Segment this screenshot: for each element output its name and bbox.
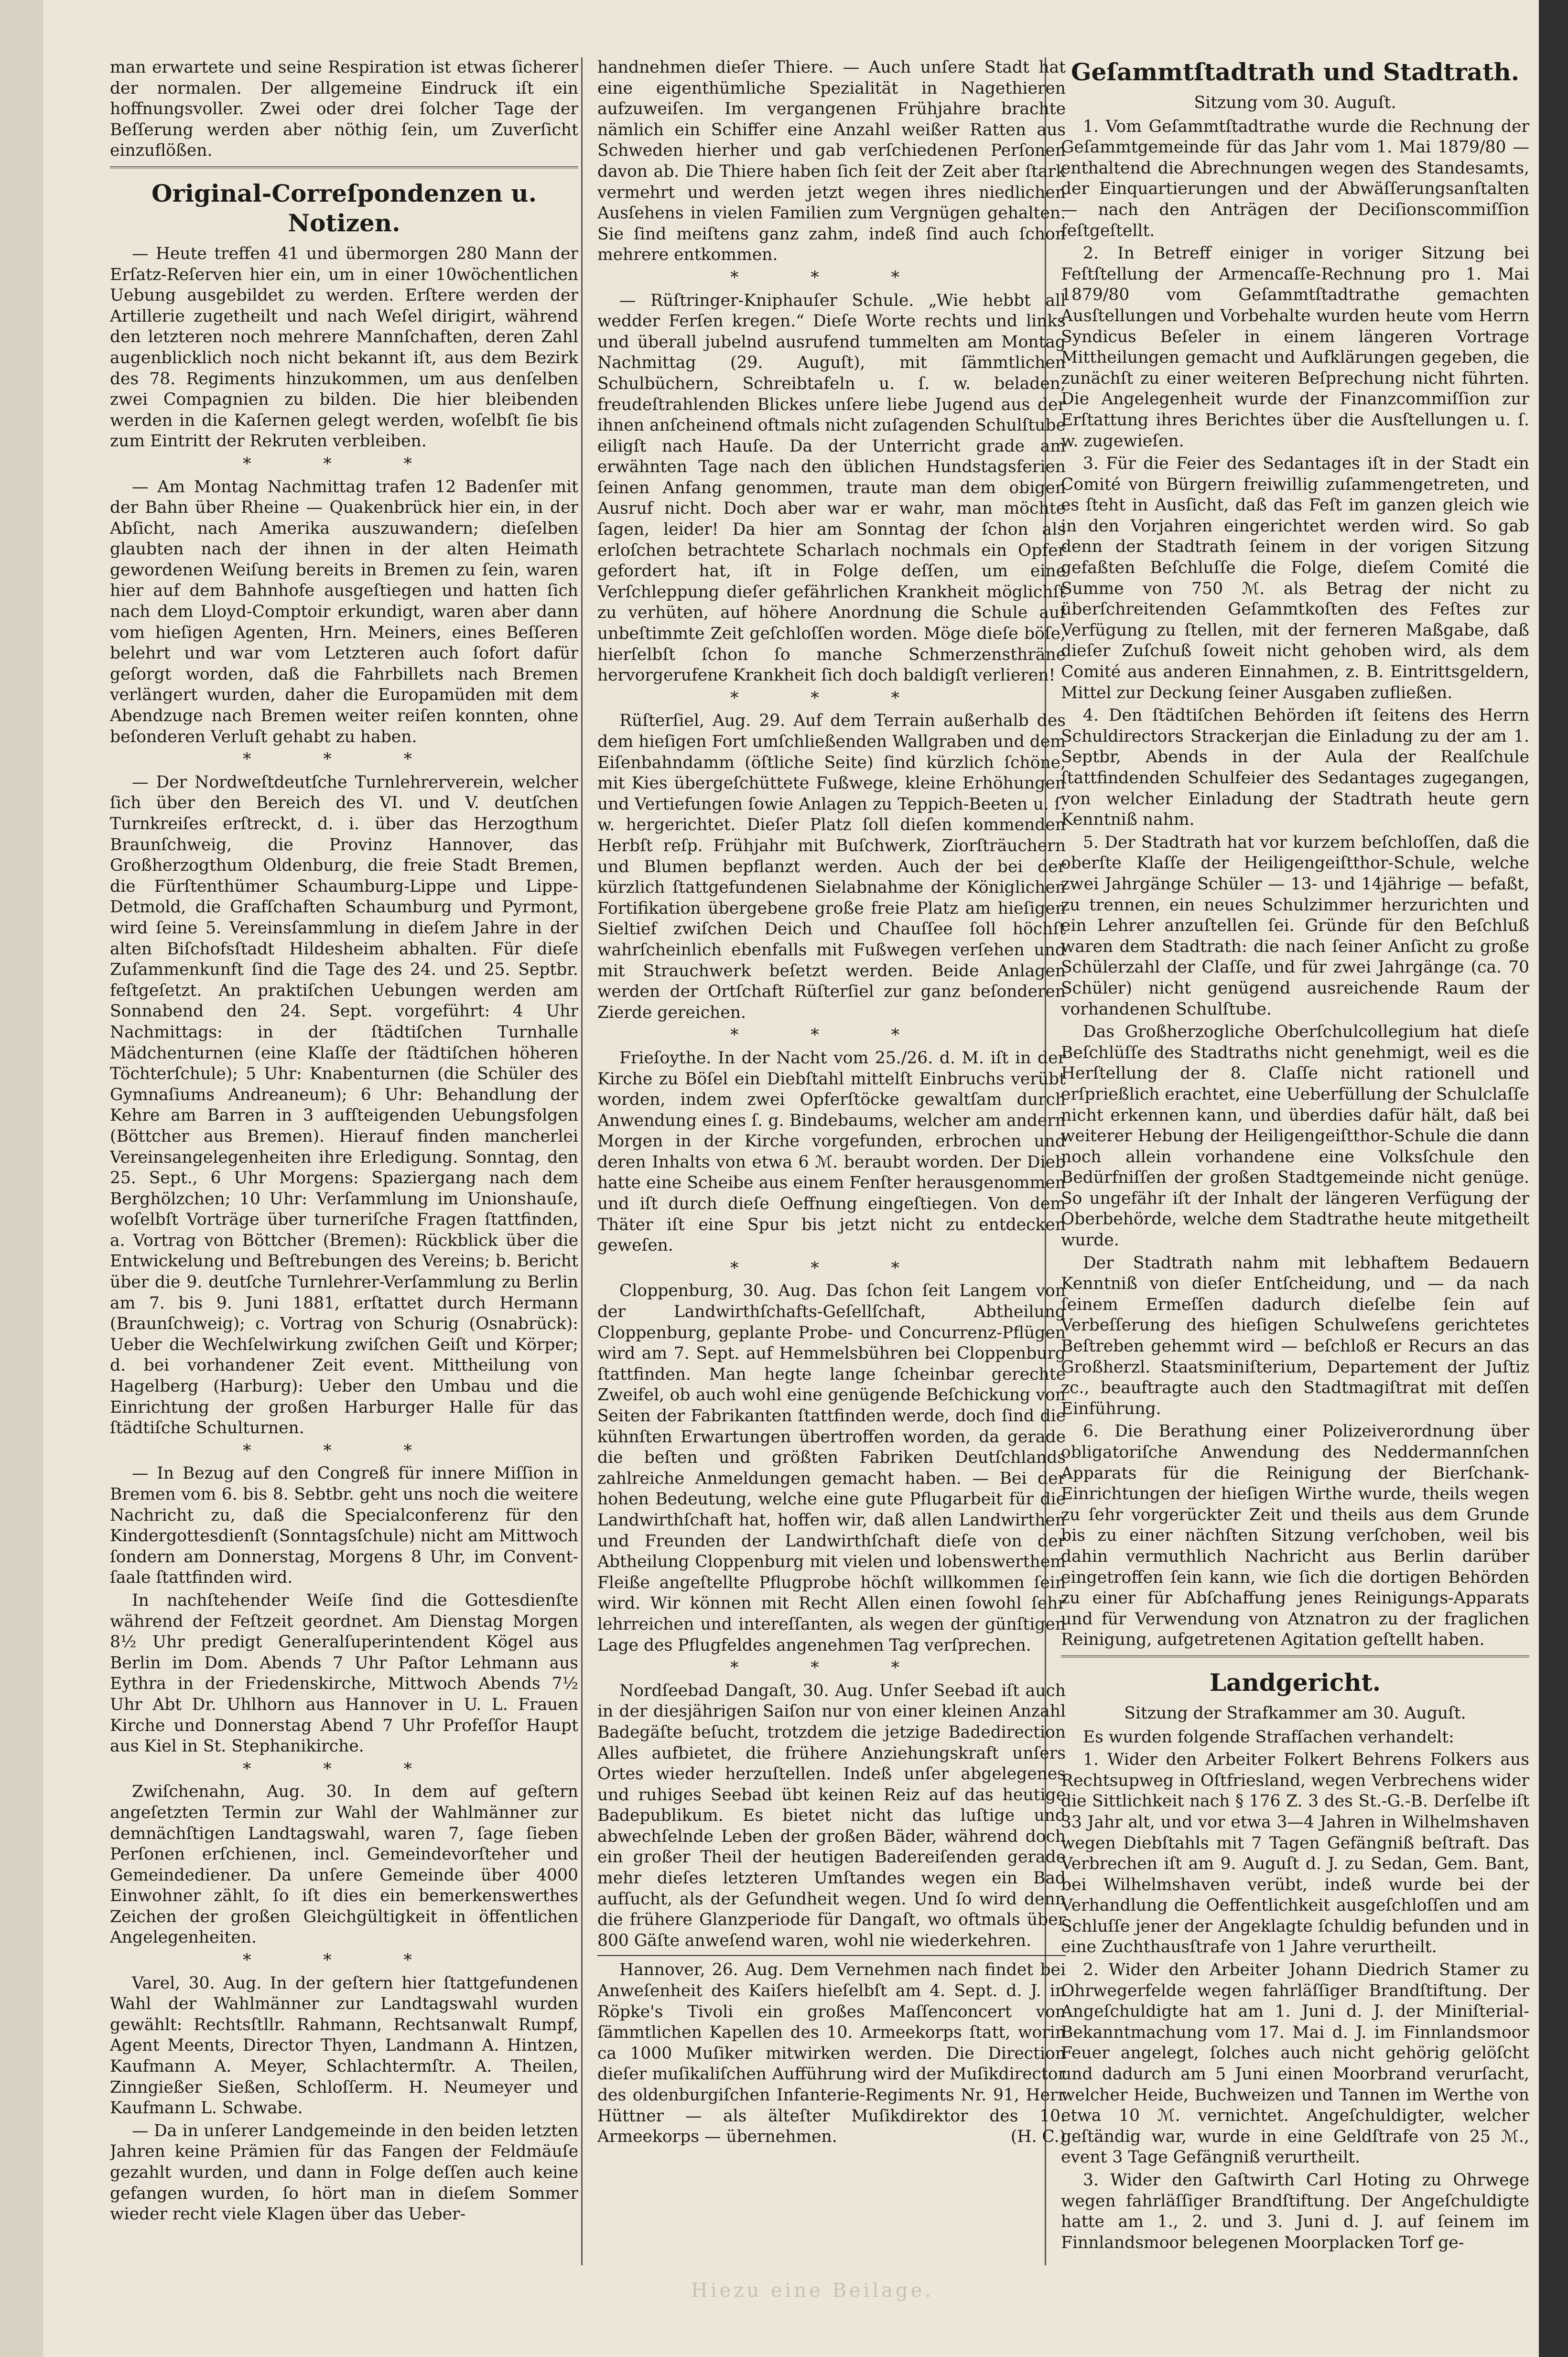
news-item: Frieſoythe. In der Nacht vom 25./26. d. M. iſt in der Kirche zu Böſel ein Diebſtahl mittelſt Einbruchs verübt worden, indem zwei Opferſtöcke gewaltſam durch Anwendung eines ſ. g. Bindebaums, welcher am andern Morgen in der Kirche vorgefunden, erbrochen und deren Inhalts von etwa 6 ℳ. beraubt worden. Der Dieb hatte eine Scheibe aus einem Fenſter herausgenommen und iſt durch dieſe Oeffnung eingeſtiegen. Von dem Thäter iſt eine Spur bis jetzt nicht zu entdecken geweſen. (597, 1048, 1066, 1255)
news-item: Rüſterſiel, Aug. 29. Auf dem Terrain außerhalb des dem hieſigen Fort umſchließenden Wallgraben und dem Eiſenbahndamm (öſtliche Seite) ſind kürzlich ſchöne, mit Kies übergeſchüttete Fußwege, kleine Erhöhungen und Vertiefungen ſowie Anlagen zu Teppich-Beeten u. ſ. w. hergerichtet. Dieſer Platz ſoll dieſen kommenden Herbſt reſp. Frühjahr mit Buſchwerk, Ziorſträuchern und Blumen bepflanzt werden. Auch der bei der kürzlich ſtattgefundenen Sielabnahme der Königlichen Fortifikation übergebene große freie Platz am hieſigen Sieltief zwiſchen Deich und Chauſſee ſoll höchſt wahrſcheinlich ebenfalls mit Fußwegen verſehen und mit Strauchwerk beſetzt werden. Beide Anlagen werden der Ortſchaft Rüſterſiel zur ganz beſonderen Zierde gereichen. (597, 711, 1066, 1022)
court-item: Es wurden folgende Strafſachen verhandelt: (1083, 1727, 1454, 1747)
separator-stars: * * * (243, 1441, 445, 1460)
news-item: — Der Nordweſtdeutſche Turnlehrerverein, welcher ſich über den Bereich des VI. und V. deutſchen Turnkreiſes erſtreckt, d. i. über das Herzogthum Braunſchweig, die Provinz Hannover, das Großherzogthum Oldenburg, die freie Stadt Bremen, die Fürſtenthümer Schaumburg-Lippe und Lippe-Detmold, die Grafſchaften Schaumburg und Pyrmont, wird ſeine 5. Vereinsſammlung in dieſem Jahre in der alten Biſchofsſtadt Hildesheim abhalten. Für dieſe Zuſammenkunft ſind die Tage des 24. und 25. Septbr. feſtgeſetzt. An praktiſchen Uebungen werden am Sonnabend den 24. Sept. vorgeführt: 4 Uhr Nachmittags: in der ſtädtiſchen Turnhalle Mädchenturnen (eine Klaſſe der ſtädtiſchen höheren Töchterſchule); 5 Uhr: Knabenturnen (die Schüler des Gymnaſiums Andreaneum); 6 Uhr: Behandlung der Kehre am Barren in 3 aufſteigenden Uebungsfolgen (Böttcher aus Bremen). Hierauf finden mancherlei Vereinsangelegenheiten ihre Erledigung. Sonntag, den 25. Sept., 6 Uhr Morgens: Spaziergang nach dem Berghölzchen; 10 Uhr: Verſammlung im Unionshauſe, woſelbſt Vorträge über turneriſche Fragen ſtattfinden, a. Vortrag von Böttcher (Bremen): Rückblick über die Entwickelung und Beſtrebungen des Vereins; b. Bericht über die 9. deutſche Turnlehrer-Verſammlung zu Berlin am 7. bis 9. Juni 1881, erſtattet durch Hermann (Braunſchweig); c. Vortrag von Schurig (Osnabrück): Ueber die Wechſelwirkung zwiſchen Geiſt und Körper; d. bei vorhandener Zeit event. Mittheilung von Hagelberg (Harburg): Ueber den Umbau und die Einrichtung der großen Harburger Halle für das ſtädtiſche Schulturnen. (110, 772, 578, 1438)
council-item: 5. Der Stadtrath hat vor kurzem beſchloſſen, daß die oberſte Klaſſe der Heiligengeiſtthor-Schule, welche zwei Jahrgänge Schüler — 13- und 14jährige — befaßt, zu trennen, ein neues Schulzimmer herzurichten und ein Lehrer anzuſtellen ſei. Gründe für den Beſchluß waren dem Stadtrath: die nach ſeiner Anſicht zu große Schülerzahl der Claſſe, und für zwei Jahrgänge (ca. 70 Schüler) nicht genügend ausreichende Raum der vorhandenen Schulſtube. (1061, 833, 1529, 1019)
separator-stars: * * * (243, 750, 445, 769)
separator-stars: * * * (243, 454, 445, 474)
news-item: — Am Montag Nachmittag trafen 12 Badenſer mit der Bahn über Rheine — Quakenbrück hier ein, in der Abſicht, nach Amerika auszuwandern; dieſelben glaubten nach der ihnen in der alten Heimath gewordenen Weiſung bereits in Bremen zu ſein, waren hier auf dem Bahnhofe ausgeſtiegen und hatten ſich nach dem Lloyd-Comptoir erkundigt, waren aber dann vom hieſigen Agenten, Hrn. Meiners, eines Beſſeren belehrt und war vom Letzteren auch ſofort dafür geſorgt worden, daß die Fahrbillets nach Bremen verlängert wurden, daher die Europamüden mit dem Abendzuge nach Bremen weiter reiſen konnten, ohne beſonderen Verluſt gehabt zu haben. (110, 477, 578, 746)
section-heading: Landgericht. (1209, 1668, 1381, 1697)
separator-stars: * * * (730, 1658, 933, 1678)
council-item: 4. Den ſtädtiſchen Behörden iſt ſeitens des Herrn Schuldirectors Strackerjan die Einladung zu der am 1. Septbr, Abends in der Aula der Realſchule ſtattfindenden Schulfeier des Sedantages zugegangen, von welcher Einladung der Stadtrath heute gern Kenntniß nahm. (1061, 706, 1529, 830)
section-heading: Geſammtſtadtrath und Stadtrath. (1071, 58, 1520, 86)
council-item: 2. In Betreff einiger in voriger Sitzung bei Feſtſtellung der Armencaſſe-Rechnung pro 1. Mai 1879/80 vom Geſammtſtadtrathe gemachten Ausſtellungen und Vorbehalte wurden heute vom Herrn Syndicus Beſeler in einem längeren Vortrage Mittheilungen gemacht und Aufklärungen gegeben, die zunächſt zu einer weiteren Beſprechung nicht führten. Die Angelegenheit wurde der Finanzcommiſſion zur Erſtattung ihres Berichtes über die Ausſtellungen u. ſ. w. zugewieſen. (1061, 244, 1529, 451)
news-item: Zwiſchenahn, Aug. 30. In dem auf geſtern angeſetzten Termin zur Wahl der Wahlmänner zur demnächſtigen Landtagswahl, waren 7, ſage ſieben Perſonen erſchienen, incl. Gemeindevorſteher und Gemeindediener. Da unſere Gemeinde über 4000 Einwohner zählt, ſo iſt dies ein bemerkenswerthes Zeichen der großen Gleichgültigkeit in öffentlichen Angelegenheiten. (110, 1782, 578, 1947)
council-item: 6. Die Berathung einer Polizeiverordnung über obligatoriſche Anwendung des Neddermannſchen Apparats für die Reinigung der Bierſchank-Einrichtungen der hieſigen Wirthe wurde, theils wegen zu ſehr vorgerückter Zeit und theils aus dem Grunde bis zu einer nächſten Sitzung verſchoben, weil bis dahin vermuthlich Nachricht aus Berlin darüber eingetroffen ſein kann, wie ſich die dortigen Behörden zu einer für Abſchaffung jenes Reinigungs-Apparats und für Verwendung von Atznatron zu der fraglichen Reinigung, aufgetretenen Agitation geſtellt haben. (1061, 1422, 1529, 1650)
separator-stars: * * * (730, 688, 933, 708)
court-item: 3. Wider den Gaſtwirth Carl Hoting zu Ohrwege wegen fahrläſſiger Brandſtiftung. Der Angeſchuldigte hatte am 1., 2. und 3. Juni d. J. auf ſeinem im Finnlandsmoor belegenen Moorplacken Torf ge- (1061, 2171, 1529, 2252)
section-rule (110, 166, 578, 168)
section-rule (1061, 1655, 1529, 1657)
separator-stars: * * * (243, 1759, 445, 1779)
scan-margin-right (1539, 0, 1568, 2357)
newspaper-page (43, 0, 1539, 2357)
section-heading: Original-Correſpondenzen u. Notizen. (151, 179, 537, 237)
scan-margin-left (0, 0, 43, 2357)
news-item: handnehmen dieſer Thiere. — Auch unſere Stadt hat eine eigenthümliche Spezialität in Nagethieren aufzuweiſen. Im vergangenen Frühjahre brachte nämlich ein Schiffer eine Anzahl weißer Ratten aus Schweden hierher und gab verſchiedenen Perſonen davon ab. Die Thiere haben ſich ſeit der Zeit aber ſtark vermehrt und werden jetzt wegen ihres niedlichen Ausſehens in vielen Familien zum Vergnügen gehalten. Sie ſind meiſtens ganz zahm, indeß ſind auch ſchon mehrere entkommen. (597, 58, 1066, 265)
separator-stars: * * * (243, 1951, 445, 1970)
bleed-through-text: Hiezu eine Beilage. (691, 2280, 934, 2302)
news-item (597, 1960, 1066, 2147)
news-item: In nachſtehender Weiſe ſind die Gottesdienſte während der Feſtzeit geordnet. Am Dienstag Morgen 8½ Uhr predigt Generalſuperintendent Kögel aus Berlin im Dom. Abends 7 Uhr Paſtor Lehmann aus Eythra in der Friedenskirche, Mittwoch Abends 7½ Uhr Abt Dr. Uhlhorn aus Hannover in U. L. Frauen Kirche und Donnerstag Abend 7 Uhr Profeſſor Haupt aus Kiel in St. Stephanikirche. (110, 1590, 578, 1756)
item-rule (597, 1955, 1066, 1956)
council-item: 1. Vom Geſammtſtadtrathe wurde die Rechnung der Geſammtgemeinde für das Jahr vom 1. Mai 1879/80 — enthaltend die Abrechnungen wegen des Standesamts, der Einquartierungen und der Abwäſſerungsanſtalten — nach den Anträgen der Deciſionscommiſſion feſtgeſtellt. (1061, 117, 1529, 240)
news-item: — Da in unſerer Landgemeinde in den beiden letzten Jahren keine Prämien für das Fangen der Feldmäuſe gezahlt wurden, und dann in Folge deſſen auch keine gefangen wurden, ſo hört man in dieſem Sommer wieder recht viele Klagen über das Ueber- (110, 2121, 578, 2224)
council-item: 3. Für die Feier des Sedantages iſt in der Stadt ein Comité von Bürgern freiwillig zuſammengetreten, und es ſteht in Ausſicht, daß das Feſt im ganzen gleich wie in den Vorjahren eingerichtet werden wird. So gab denn der Stadtrath ſeinem in der vorigen Sitzung gefaßten Beſchluſſe die Folge, dieſem Comité die Summe von 750 ℳ. als Betrag der nicht zu überſchreitenden Geſammtkoſten des Feſtes zur Verfügung zu ſtellen, mit der ferneren Maßgabe, daß dieſer Zuſchuß ſoweit nicht gehoben wird, als dem Comité aus anderen Einnahmen, z. B. Eintrittsgeldern, Mittel zur Deckung ſeiner Ausgaben zufließen. (1061, 454, 1529, 703)
court-item: 1. Wider den Arbeiter Folkert Behrens Folkers aus Rechtsupweg in Oſtfriesland, wegen Verbrechens wider die Sittlichkeit nach § 176 Z. 3 des St.-G.-B. Derſelbe iſt 33 Jahr alt, und vor etwa 3—4 Jahren in Wilhelmshaven wegen Diebſtahls mit 7 Tagen Gefängniß beſtraft. Das Verbrechen iſt am 9. Auguſt d. J. zu Sedan, Gem. Bant, bei Wilhelmshaven verübt, indeß wurde bei der Verhandlung die Oeffentlichkeit ausgeſchloſſen und am Schluſſe jener der Angeklagte ſchuldig befunden und in eine Zuchthausſtrafe von 1 Jahre verurtheilt. (1061, 1750, 1529, 1957)
news-item: — Rüſtringer-Kniphauſer Schule. „Wie hebbt all wedder Ferſen kregen.“ Dieſe Worte rechts und links und überall jubelnd ausrufend tummelten am Montag Nachmittag (29. Auguſt), mit ſämmtlichen Schulbüchern, Schreibtafeln u. ſ. w. beladen, freudeſtrahlenden Blickes unſere liebe Jugend aus der ihnen anſcheinend oftmals nicht zuſagenden Schulſtube eiligſt nach Hauſe. Da der Unterricht grade am erwähnten Tage nach den üblichen Hundstagsferien ſeinen Anfang genommen, traute man dem obigen Ausruf nicht. Doch aber war er wahr, man möchte ſagen, leider! Da hier am Sonntag der ſchon als erloſchen betrachtete Scharlach nochmals ein Opfer gefordert hat, iſt in Folge deſſen, um eine Verſchleppung dieſer gefährlichen Krankheit möglichſt zu verhüten, auf höhere Anordnung die Schule auf unbeſtimmte Zeit geſchloſſen worden. Möge dieſe böſe, hierſelbſt ſchon ſo manche Schmerzensthräne hervorgerufene Krankheit ſich doch baldigſt verlieren! (597, 291, 1066, 685)
news-item: — Heute treffen 41 und übermorgen 280 Mann der Erſatz-Reſerven hier ein, um in einer 10wöchentlichen Uebung ausgebildet zu werden. Erſtere werden der Artillerie zugetheilt und nach Weſel dirigirt, während den letzteren noch mehrere Mannſchaften, deren Zahl augenblicklich noch nicht bekannt iſt, aus dem Bezirk des 78. Regiments hinzukommen, um aus denſelben zwei Compagnien zu bilden. Die hier bleibenden werden in die Kaſernen gelegt werden, woſelbſt ſie bis zum Eintritt der Rekruten verbleiben. (110, 244, 578, 451)
council-item: Das Großherzogliche Oberſchulcollegium hat dieſe Beſchlüſſe des Stadtraths nicht genehmigt, weil es die Herſtellung der 8. Claſſe nicht rationell und erſprießlich erachtet, eine Ueberfüllung der Schulclaſſe nicht erkennen kann, und überdies dafür hält, daß bei weiterer Hebung der Heiligengeiſtthor-Schule die dann noch allein vorhandene eine Volksſchule den Bedürfniſſen der großen Stadtgemeinde nicht genüge. So ungefähr iſt der Inhalt der längeren Verfügung der Oberbehörde, welche dem Stadtrathe heute mitgetheilt wurde. (1061, 1022, 1529, 1250)
news-item: Cloppenburg, 30. Aug. Das ſchon ſeit Langem von der Landwirthſchafts-Geſellſchaft, Abtheilung Cloppenburg, geplante Probe- und Concurrenz-Pflügen wird am 7. Sept. auf Hemmelsbühren bei Cloppenburg ſtattfinden. Man hegte lange ſcheinbar gerechte Zweifel, ob auch wohl eine genügende Beſchickung von Seiten der Fabrikanten ſtattfinden werde, doch ſind die kühnſten Erwartungen übertroffen worden, da gerade die beſten und größten Fabriken Deutſchlands zahlreiche Anmeldungen gemacht haben. — Bei der hohen Bedeutung, welche eine gute Pflugarbeit für die Landwirthſchaft hat, hoffen wir, daß allen Landwirthen und Freunden der Landwirthſchaft dieſe von der Abtheilung Cloppenburg mit vielen und lobenswerthem Fleiße angeſtellte Pflugprobe höchſt willkommen ſein wird. Wir können mit Recht Allen einen ſowohl ſehr lehrreichen und intereſſanten, als wegen der günſtigen Lage des Pflugfeldes angenehmen Tag verſprechen. (597, 1281, 1066, 1655)
section-subheading: Sitzung der Strafkammer am 30. Auguſt. (1124, 1703, 1466, 1723)
council-item: Der Stadtrath nahm mit lebhaftem Bedauern Kenntniß von dieſer Entſcheidung, und — da nach ſeinem Ermeſſen dadurch dieſelbe ſein auf Verbeſſerung des hieſigen Schulweſens gerichtetes Beſtreben gehemmt wird — beſchloß er Recurs an das Großherzl. Staatsminiſterium, Departement der Juſtiz zc., beauftragte auch den Stadtmagiſtrat mit deſſen Einführung. (1061, 1253, 1529, 1418)
article-text: man erwartete und seine Respiration ist etwas ſicherer der normalen. Der allgemeine Eindruck iſt ein hoffnungsvoller. Zwei oder drei ſolcher Tage der Beſſerung werden aber nöthig ſein, um Zuverſicht einzuflößen. (110, 58, 578, 161)
separator-stars: * * * (730, 1026, 933, 1045)
source-signature: (H. C.) (1010, 2127, 1066, 2147)
news-item: — In Bezug auf den Congreß für innere Miſſion in Bremen vom 6. bis 8. Sebtbr. geht uns noch die weitere Nachricht zu, daß die Specialconferenz für den Kindergottesdienſt (Sonntagsſchule) nicht am Mittwoch ſondern am Donnerstag, Morgens 8 Uhr, im Conventſaale ſtattfinden wird. (110, 1464, 578, 1588)
separator-stars: * * * (730, 268, 933, 287)
news-item-text: Hannover, 26. Aug. Dem Vernehmen nach findet bei Anweſenheit des Kaiſers hieſelbſt am 4. Sept. d. J. in Röpke's Tivoli ein großes Maſſenconcert von ſämmtlichen Kapellen des 10. Armeekorps ſtatt, worin ca 1000 Muſiker mitwirken werden. Die Direction dieſer muſikaliſchen Aufführung wird der Muſikdirector des oldenburgiſchen Infanterie-Regiments Nr. 91, Herr Hüttner — als älteſter Muſikdirektor des 10. Armeekorps — übernehmen. (597, 1960, 1066, 2147)
court-item: 2. Wider den Arbeiter Johann Diedrich Stamer zu Ohrwegerfelde wegen fahrläſſiger Brandſtiftung. Der Angeſchuldigte hat am 1. Juni d. J. der Miniſterial-Bekanntmachung vom 17. Mai d. J. im Finnlandsmoor Feuer angelegt, ſolches auch nicht gehörig gelöſcht und dadurch am 5 Juni einen Moorbrand verurſacht, welcher Heide, Buchweizen und Tannen im Werthe von etwa 10 ℳ. vernichtet. Angeſchuldigter, welcher geſtändig war, wurde in eine Geldſtrafe von 25 ℳ., event 3 Tage Gefängniß verurtheilt. (1061, 1960, 1529, 2167)
column-divider (581, 57, 583, 2265)
news-item: Varel, 30. Aug. In der geſtern hier ſtattgefundenen Wahl der Wahlmänner zur Landtagswahl wurden gewählt: Rechtsſtllr. Rahmann, Rechtsanwalt Rumpf, Agent Meents, Director Thyen, Landmann A. Hintzen, Kaufmann A. Meyer, Schlachtermſtr. A. Theilen, Zinngießer Sießen, Schloſſerm. H. Neumeyer und Kaufmann L. Schwabe. (110, 1973, 578, 2118)
separator-stars: * * * (730, 1258, 933, 1278)
column-2 (597, 57, 1066, 2265)
column-1 (110, 57, 578, 2265)
news-item: Nordſeebad Dangaſt, 30. Aug. Unſer Seebad iſt auch in der diesjährigen Saiſon nur von einer kleinen Anzahl Badegäſte beſucht, trotzdem die jetzige Badedirection Alles aufbietet, die frühere Anziehungskraft unſers Ortes wieder herzuſtellen. Indeß unſer abgelegenes und ruhiges Seebad übt keinen Reiz auf das heutige Badepublikum. Es bietet nicht das luſtige und abwechſelnde Leben der großen Bäder, während doch ein großer Theil der heutigen Badereiſenden gerade mehr dieſes letzteren Umſtandes wegen ein Bad aufſucht, als der Geſundheit wegen. Und ſo wird denn die frühere Glanzperiode für Dangaſt, wo oftmals über 800 Gäſte anweſend waren, wohl nie wiederkehren. (597, 1681, 1066, 1950)
section-subheading: Sitzung vom 30. Auguſt. (1194, 93, 1396, 112)
column-3 (1061, 57, 1529, 2265)
